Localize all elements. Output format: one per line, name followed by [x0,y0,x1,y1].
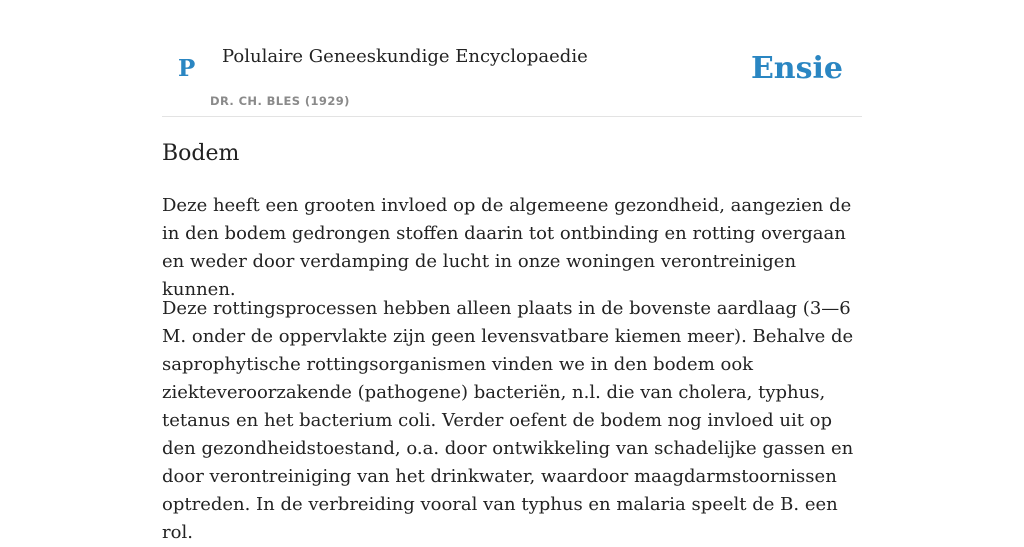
article-paragraph: Deze rottingsprocessen hebben alleen plaats in de bovenste aardlaag (3—6 M. onder de oppervlakte zijn geen levensvatbare kiemen meer). Behalve de saprophytische rottingsorganismen vinden we in den bodem ook ziekteveroorzakende (pathogene) bacteriën, n.l. die van cholera, typhus, tetanus en het bacterium coli. Verder oefent de bodem nog invloed uit op den gezondheidstoestand, o.a. door ontwikkeling van schadelijke gassen en door verontreiniging van het drinkwater, waardoor maagdarmstoornissen optreden. In de verbreiding vooral van typhus en malaria speelt de B. een rol. [162,298,854,543]
brand-logo[interactable]: Ensie [750,51,843,86]
page [162,0,862,543]
author-byline: DR. CH. BLES (1929) [210,94,350,108]
article-paragraph: Deze heeft een grooten invloed op de algemeene gezondheid, aangezien de in den bodem gedrongen stoffen daarin tot ontbinding en rotting overgaan en weder door verdamping de lucht in onze woningen verontreinigen kunnen. [162,195,852,300]
article-title: Bodem [162,141,240,166]
header [162,0,862,117]
book-title[interactable]: Polulaire Geneeskundige Encyclopaedie [222,46,588,67]
book-logo-icon[interactable]: P [178,55,196,82]
